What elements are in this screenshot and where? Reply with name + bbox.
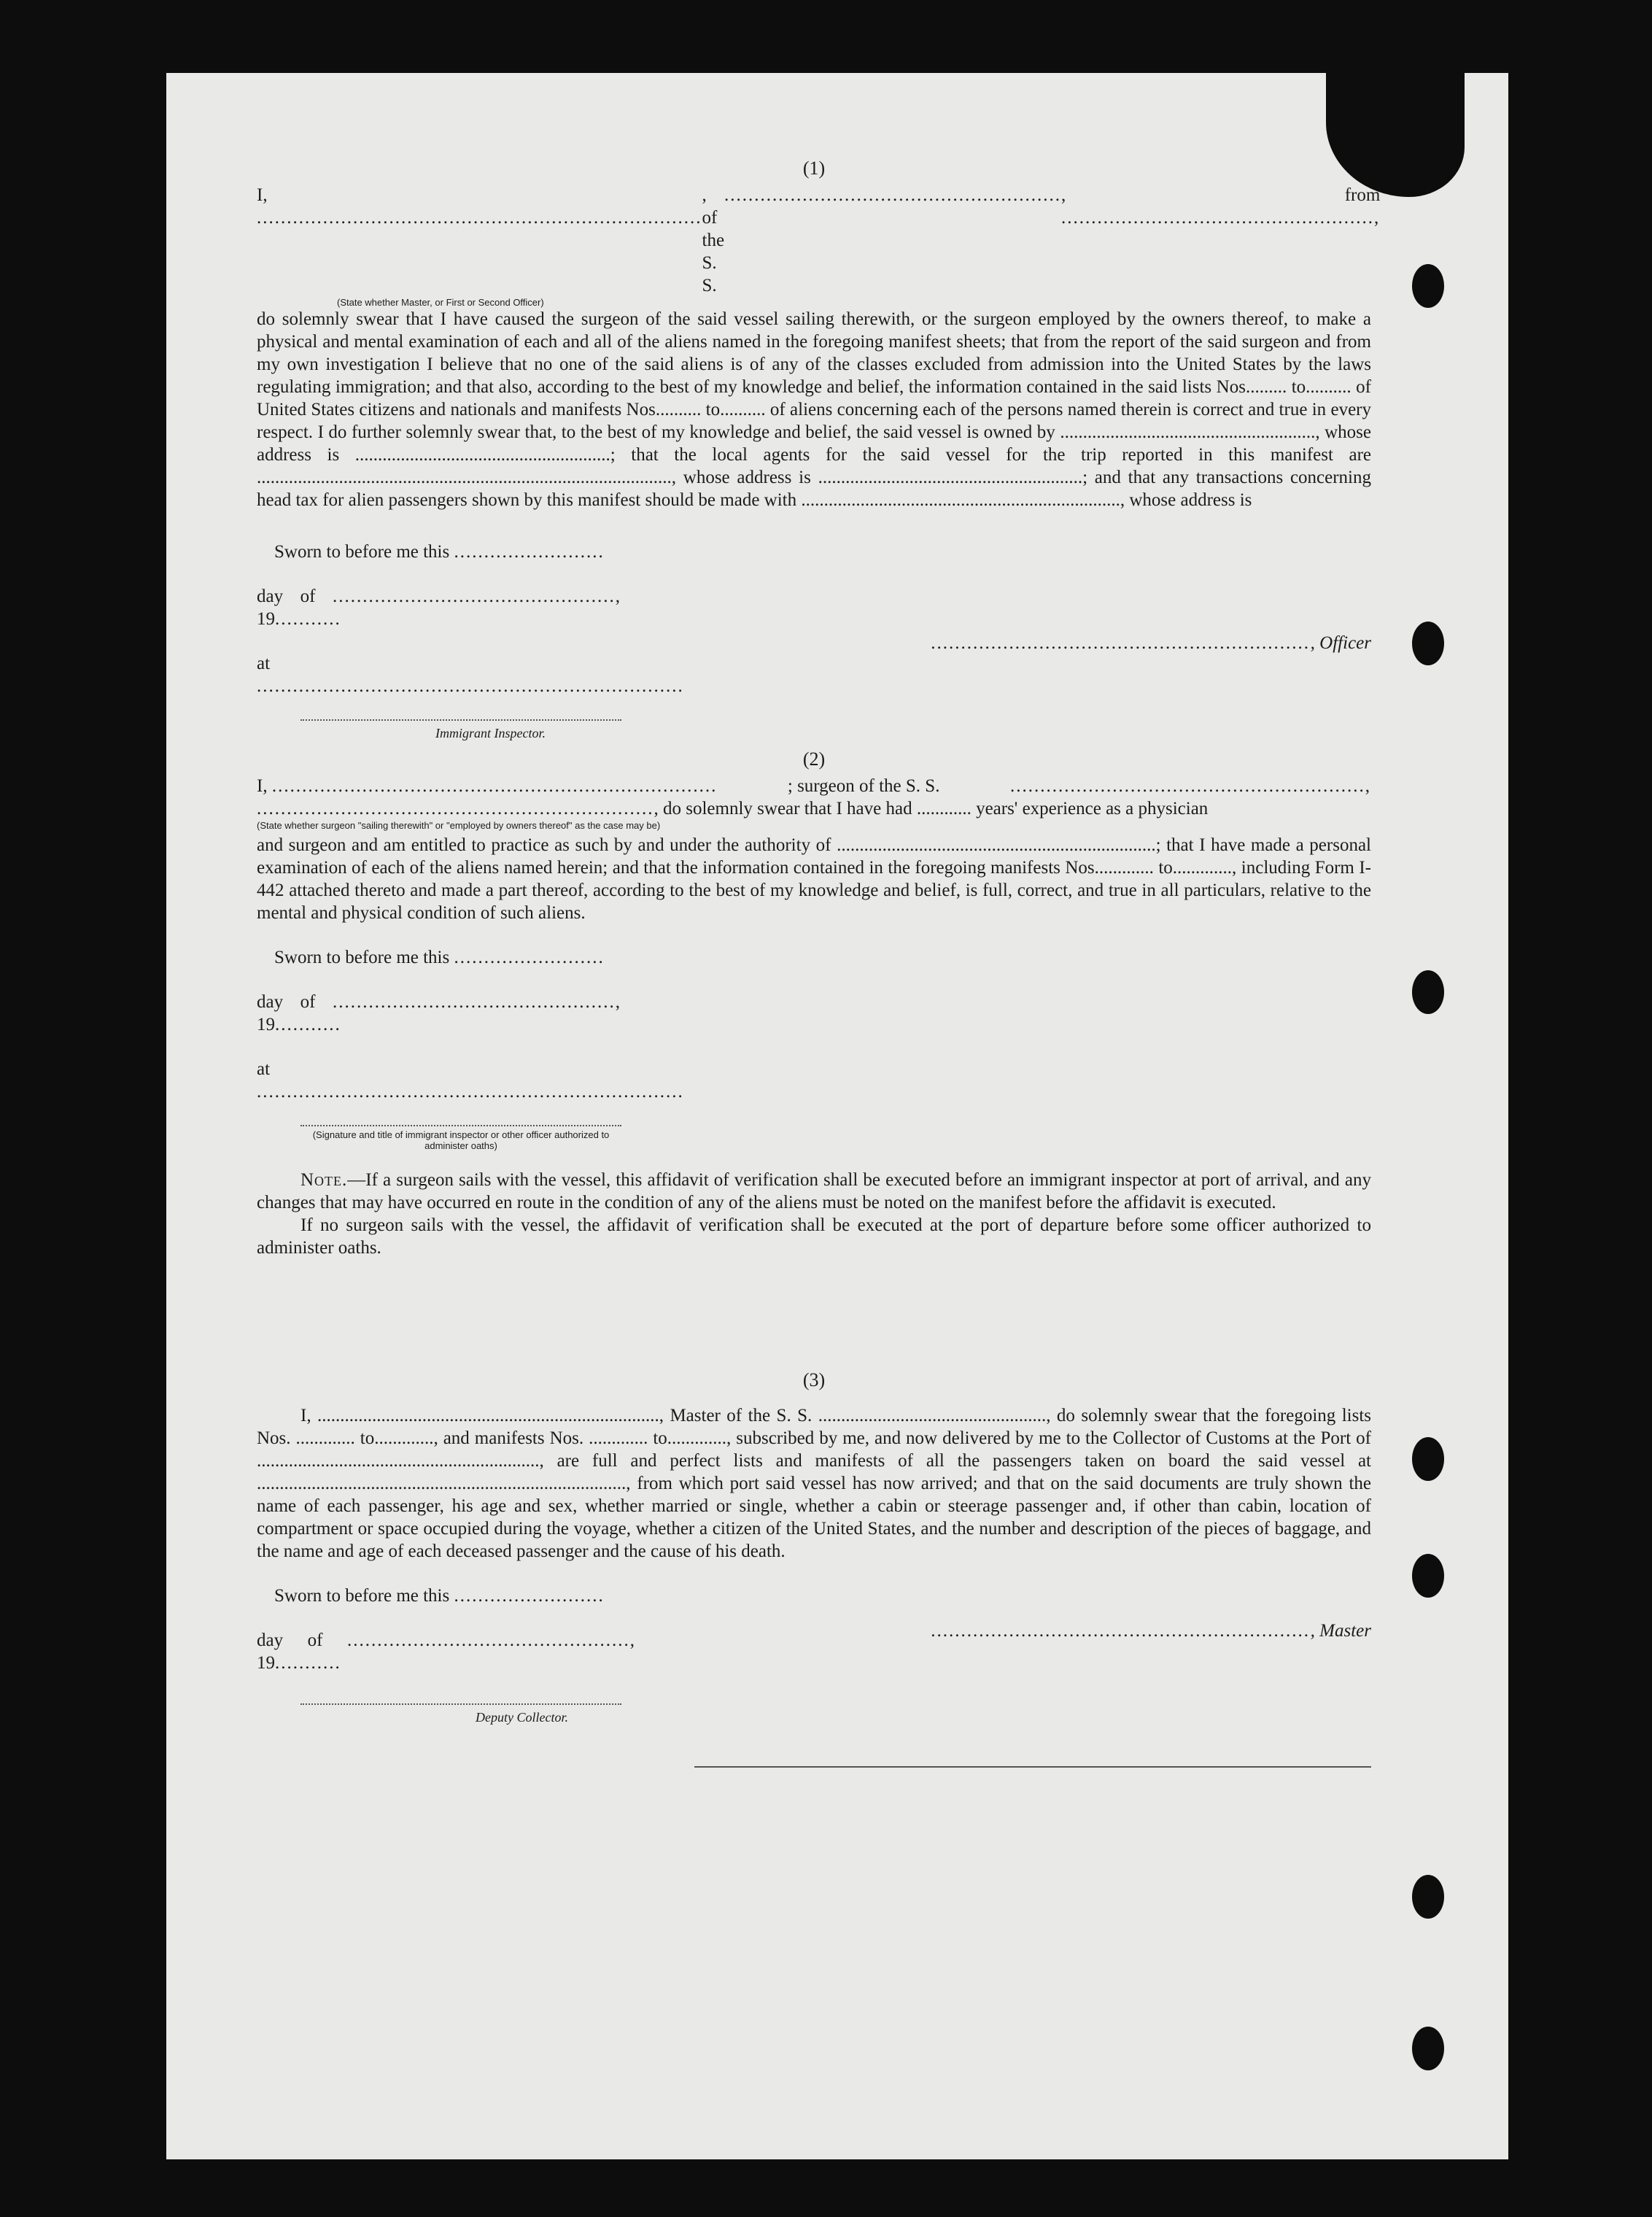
from-label: , from ....................................................,: [1061, 185, 1381, 228]
signature-caption: (Signature and title of immigrant inspector or other officer authorized to administer oaths): [312, 1129, 610, 1151]
section-number: (2): [802, 748, 826, 770]
section-number: (1): [802, 158, 826, 179]
at-line: at .......................................................................: [257, 1059, 684, 1102]
note-1: Note.—If a surgeon sails with the vessel, this affidavit of verification shall be executed before an immigrant inspector at port of arrival, and any changes that may have occurred en route in the condition of any of the aliens must be noted on the manifest before the affidavit is executed.: [257, 1170, 1371, 1212]
oath-body: do solemnly swear that I have caused the surgeon of the said vessel sailing therewith, or the surgeon employed by the owners thereof, to make a physical and mental examination of each and all of the aliens named in the foregoing manifest sheets; that from the report of the said surgeon and from my own investigation I believe that no one of the said aliens is of any of the classes excluded from admission into the United States by the laws regulating immigration; and that also, according to the best of my knowledge and belief, the information contained in the said lists Nos......... to.......... of United States citizens and nationals and manifests Nos.......... to.......... of aliens concerning each of the persons named therein is correct and true in every respect. I do further solemnly swear that, to the best of my knowledge and belief, the said vessel is owned by ........................................................, whose address is ........................................................; that the local agents for the said vessel for the trip reported in this manifest are ..........................................................................................., whose address is ..........................................................; and that any transactions concerning head tax for alien passengers shown by this manifest should be made with ......................................................................, whose address is: [257, 309, 1371, 510]
officer-line: ..............................................................., Officer: [931, 633, 1371, 653]
experience-line: .................................................................., do solemnly swear that I have had ............ years' experience as a physician: [257, 799, 1209, 819]
manifest-page: [166, 73, 1508, 2159]
day-line: day of ..............................................., 19...........: [257, 992, 622, 1034]
punch-hole: [1412, 970, 1444, 1014]
punch-hole: [1412, 622, 1444, 665]
inspector-caption: Immigrant Inspector.: [435, 726, 546, 740]
affidavits: [257, 157, 1381, 1768]
punch-hole: [1412, 1875, 1444, 1919]
sworn-line: Sworn to before me this .........................: [274, 1586, 605, 1606]
sworn-block-3: [257, 1585, 636, 1729]
section-number: (3): [802, 1369, 826, 1390]
section-2: [257, 748, 1371, 1259]
day-line: day of ..............................................., 19...........: [257, 587, 622, 629]
sworn-block-2: [257, 946, 684, 1151]
punch-hole: [1412, 1437, 1444, 1481]
day-line: day of ..............................................., 19...........: [257, 1630, 637, 1673]
oath-body: and surgeon and am entitled to practice as such by and under the authority of ......................................................................; that I have made a personal examination of each of the aliens named herein; and that the information contained in the foregoing manifests Nos............. to............., including Form I-442 attached thereto and made a part thereof, according to the best of my knowledge and belief, is full, correct, and true in all particulars, relative to the mental and physical condition of such aliens.: [257, 835, 1371, 923]
deputy-caption: Deputy Collector.: [476, 1710, 568, 1725]
punch-hole: [1412, 264, 1444, 308]
at-line: at .......................................................................: [257, 654, 684, 696]
punch-hole: [1412, 2027, 1444, 2070]
section-1: [257, 157, 1381, 740]
note-2: If no surgeon sails with the vessel, the affidavit of verification shall be executed at the port of departure before some officer authorized to administer oaths.: [257, 1215, 1371, 1258]
bottom-rule: [694, 1766, 1371, 1768]
i-label: I, ..........................................................................: [257, 776, 718, 796]
i-label: I, ..........................................................................: [257, 185, 702, 228]
ss-label: , of the S. S.: [702, 185, 725, 295]
state-caption: (State whether Master, or First or Second Officer): [337, 297, 544, 308]
surgeon-label: ; surgeon of the S. S.: [787, 776, 940, 796]
sworn-line: Sworn to before me this .........................: [274, 948, 605, 967]
master-line: ..............................................................., Master: [931, 1621, 1371, 1641]
section-3: [257, 1369, 1371, 1768]
punch-hole: [1412, 1554, 1444, 1598]
master-line: [257, 184, 1381, 297]
ss-blank: ........................................................: [724, 185, 1062, 205]
oath-body: I, ..........................................................................., Master of the S. S. .................................................., do solemnly swear that the foregoing lists Nos. ............. to............., and manifests Nos. ............. to............., subscribed by me, and now delivered by me to the Collector of Customs at the Port of .............................................................., are full and perfect lists and manifests of all the passengers taken on board the said vessel at ................................................................................., from which port said vessel has now arrived; and that on the said documents are truly shown the name of each passenger, his age and sex, whether married or single, whether a cabin or steerage passenger and, if other than cabin, location of compartment or space occupied during the voyage, whether a citizen of the United States, and the number and description of the pieces of baggage, and the name and age of each deceased passenger and the cause of his death.: [257, 1406, 1371, 1561]
ss-blank: ...........................................................,: [1010, 776, 1371, 796]
sworn-line: Sworn to before me this .........................: [274, 542, 605, 562]
surgeon-line: [257, 775, 1371, 797]
state-caption: (State whether surgeon "sailing therewith" or "employed by owners thereof" as the case may be): [257, 820, 661, 831]
